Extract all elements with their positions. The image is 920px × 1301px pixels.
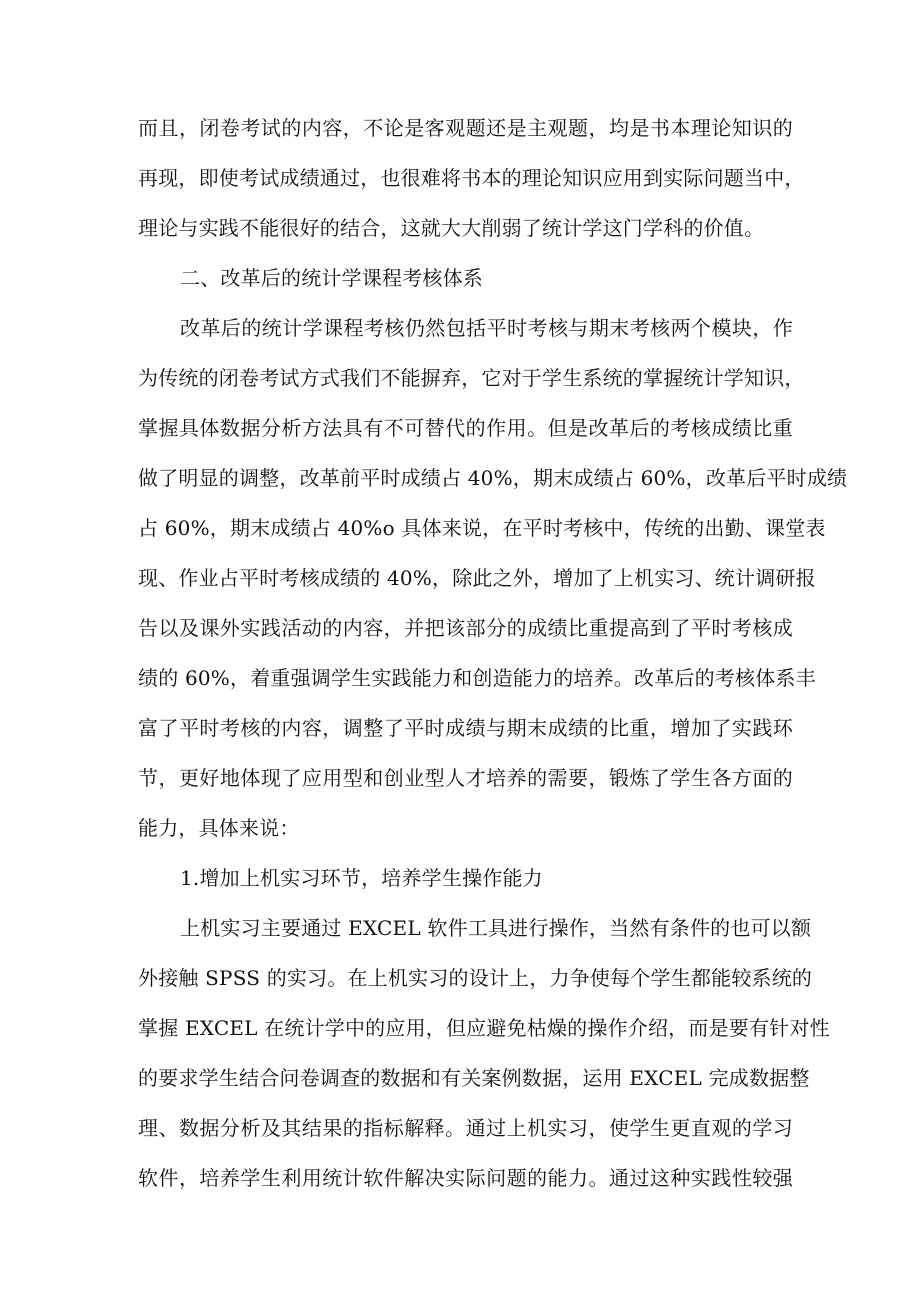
body-text-line: 软件，培养学生利用统计软件解决实际问题的能力。通过这种实践性较强 [138,1166,793,1190]
body-text-line: 的要求学生结合问卷调查的数据和有关案例数据，运用 EXCEL 完成数据整 [138,1066,810,1090]
body-text-line: 上机实习主要通过 EXCEL 软件工具进行操作，当然有条件的也可以额 [180,916,812,940]
body-text-line: 占 60%，期末成绩占 40%o 具体来说，在平时考核中，传统的出勤、课堂表 [138,516,826,540]
body-text-line: 外接触 SPSS 的实习。在上机实习的设计上，力争使每个学生都能较系统的 [138,966,813,990]
body-text-line: 能力，具体来说： [138,816,300,840]
body-text-line: 理、数据分析及其结果的指标解释。通过上机实习，使学生更直观的学习 [138,1116,793,1140]
section-heading: 二、改革后的统计学课程考核体系 [180,266,483,290]
subsection-heading: 1.增加上机实习环节，培养学生操作能力 [180,866,543,890]
body-text-line: 现、作业占平时考核成绩的 40%，除此之外，增加了上机实习、统计调研报 [138,566,816,590]
body-text-line: 掌握 EXCEL 在统计学中的应用，但应避免枯燥的操作介绍，而是要有针对性 [138,1016,830,1040]
body-text-line: 告以及课外实践活动的内容，并把该部分的成绩比重提高到了平时考核成 [138,616,793,640]
body-text-line: 掌握具体数据分析方法具有不可替代的作用。但是改革后的考核成绩比重 [138,416,793,440]
body-text-line: 改革后的统计学课程考核仍然包括平时考核与期末考核两个模块，作 [180,316,793,340]
body-text-line: 而且，闭卷考试的内容，不论是客观题还是主观题，均是书本理论知识的 [138,116,793,140]
body-text-line: 绩的 60%，着重强调学生实践能力和创造能力的培养。改革后的考核体系丰 [138,666,816,690]
body-text-line: 富了平时考核的内容，调整了平时成绩与期末成绩的比重，增加了实践环 [138,716,793,740]
body-text-line: 再现，即使考试成绩通过，也很难将书本的理论知识应用到实际问题当中， [138,166,805,190]
body-text-line: 做了明显的调整，改革前平时成绩占 40%，期末成绩占 60%，改革后平时成绩 [138,466,848,490]
body-text-line: 理论与实践不能很好的结合，这就大大削弱了统计学这门学科的价值。 [138,216,765,240]
body-text-line: 节，更好地体现了应用型和创业型人才培养的需要，锻炼了学生各方面的 [138,766,793,790]
body-text-line: 为传统的闭卷考试方式我们不能摒弃，它对于学生系统的掌握统计学知识， [138,366,805,390]
